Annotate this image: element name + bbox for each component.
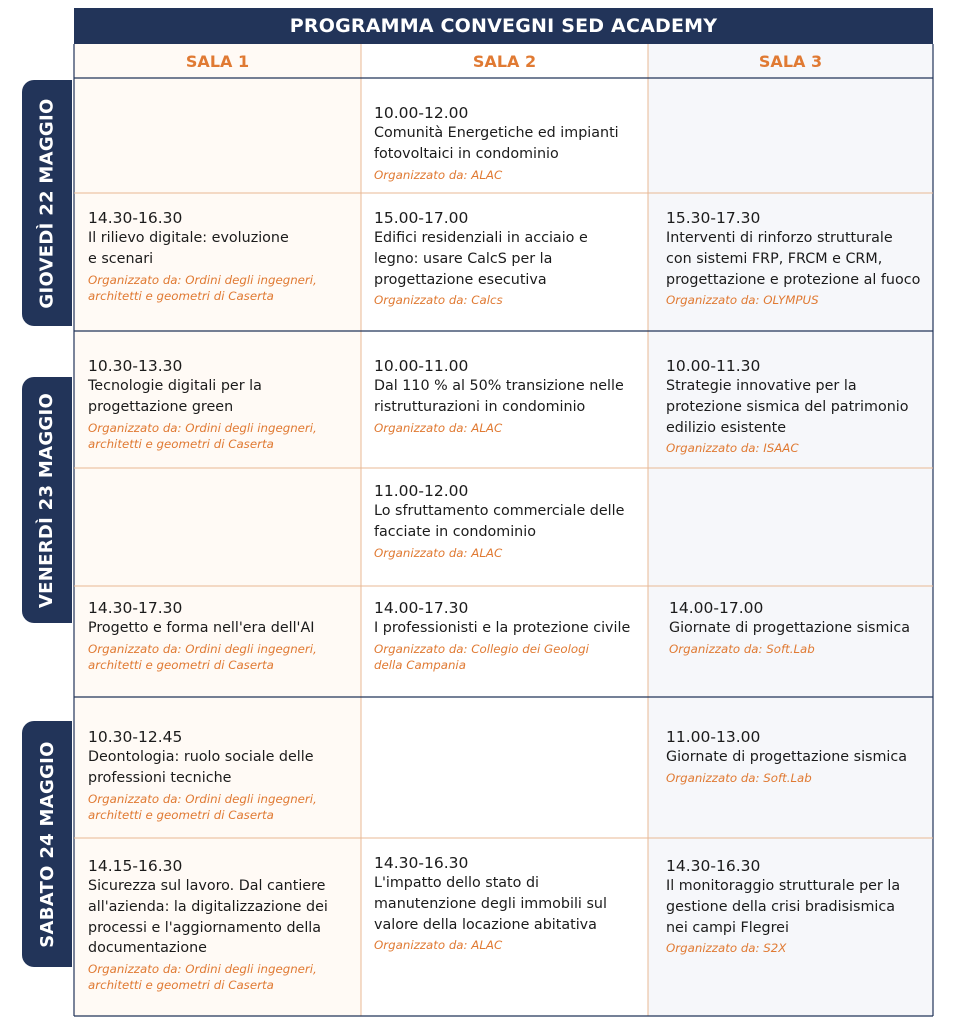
session-organizer: Organizzato da: OLYMPUS (666, 293, 819, 308)
session-organizer: Organizzato da: ALAC (374, 545, 503, 560)
session-time: 14.30-16.30 (374, 854, 469, 872)
session-time: 10.00-11.30 (666, 357, 761, 375)
session-card (374, 356, 624, 436)
session-organizer: Organizzato da: Ordini degli ingegneri, architetti e geometri di Caserta (88, 272, 317, 303)
session-organizer: Organizzato da: Calcs (374, 293, 503, 308)
session-organizer: Organizzato da: ISAAC (666, 441, 799, 456)
session-time: 14.30-17.30 (88, 599, 183, 617)
session-topic: Giornate di progettazione sismica (669, 620, 911, 636)
session-card (666, 856, 900, 956)
session-organizer: Organizzato da: Ordini degli ingegneri, architetti e geometri di Caserta (88, 962, 317, 993)
session-card (666, 208, 920, 308)
session-card (666, 727, 907, 786)
session-card (374, 481, 624, 561)
session-card (374, 208, 588, 308)
session-time: 14.15-16.30 (88, 857, 183, 875)
session-card (374, 103, 619, 183)
session-time: 14.00-17.00 (669, 599, 764, 617)
session-time: 10.00-11.00 (374, 357, 469, 375)
session-topic: Sicurezza sul lavoro. Dal cantiere all'azienda: la digitalizzazione dei processi e l'aggiornamento della documentazione (88, 878, 328, 957)
session-card (374, 853, 607, 953)
session-topic: Deontologia: ruolo sociale delle professioni tecniche (88, 749, 314, 786)
session-card (88, 208, 317, 304)
session-topic: Progetto e forma nell'era dell'AI (88, 620, 315, 636)
session-topic: I professionisti e la protezione civile (374, 620, 631, 636)
session-organizer: Organizzato da: Ordini degli ingegneri, architetti e geometri di Caserta (88, 420, 317, 451)
column-header-sala-1: SALA 1 (185, 51, 250, 71)
session-organizer: Organizzato da: Soft.Lab (666, 770, 812, 785)
session-card (88, 598, 317, 673)
session-time: 15.30-17.30 (666, 209, 761, 227)
day-label: GIOVEDÌ 22 MAGGIO (36, 97, 58, 309)
session-card (669, 598, 910, 657)
day-tab-venerdi (22, 377, 72, 623)
session-topic: Il monitoraggio strutturale per la gestione della crisi bradisismica nei campi Flegrei (666, 878, 901, 936)
session-time: 10.30-12.45 (88, 728, 183, 746)
session-time: 14.00-17.30 (374, 599, 469, 617)
session-card (374, 598, 630, 673)
session-topic: Il rilievo digitale: evoluzione e scenari (88, 230, 289, 267)
day-tab-sabato (22, 721, 72, 967)
session-topic: Comunità Energetiche ed impianti fotovoltaici in condominio (374, 125, 619, 162)
session-topic: Giornate di progettazione sismica (666, 749, 908, 765)
session-time: 11.00-13.00 (666, 728, 761, 746)
day-label: SABATO 24 MAGGIO (36, 740, 58, 948)
column-header-sala-2: SALA 2 (472, 51, 537, 71)
session-organizer: Organizzato da: S2X (666, 941, 787, 956)
session-card (88, 356, 317, 452)
session-organizer: Organizzato da: Collegio dei Geologi della Campania (374, 641, 589, 672)
session-topic: Interventi di rinforzo strutturale con sistemi FRP, FRCM e CRM, progettazione e protezione al fuoco (666, 230, 921, 288)
session-topic: L'impatto dello stato di manutenzione degli immobili sul valore della locazione abitativa (374, 875, 607, 933)
session-organizer: Organizzato da: ALAC (374, 420, 503, 435)
session-card (88, 856, 328, 993)
session-topic: Tecnologie digitali per la progettazione green (88, 378, 262, 415)
session-time: 14.30-16.30 (88, 209, 183, 227)
session-organizer: Organizzato da: ALAC (374, 167, 503, 182)
session-topic: Strategie innovative per la protezione sismica del patrimonio edilizio esistente (666, 378, 909, 436)
session-organizer: Organizzato da: Soft.Lab (669, 641, 815, 656)
day-label: VENERDÌ 23 MAGGIO (36, 392, 58, 608)
session-card (666, 356, 908, 456)
session-topic: Lo sfruttamento commerciale delle facciate in condominio (374, 503, 625, 540)
day-tab-giovedi (22, 80, 72, 326)
session-time: 11.00-12.00 (374, 482, 469, 500)
session-organizer: Organizzato da: ALAC (374, 938, 503, 953)
session-topic: Dal 110 % al 50% transizione nelle ristrutturazioni in condominio (374, 378, 624, 415)
page-title: PROGRAMMA CONVEGNI SED ACADEMY (74, 8, 933, 44)
session-organizer: Organizzato da: Ordini degli ingegneri, architetti e geometri di Caserta (88, 791, 317, 822)
session-card (88, 727, 317, 823)
session-time: 10.00-12.00 (374, 104, 469, 122)
session-time: 15.00-17.00 (374, 209, 469, 227)
session-organizer: Organizzato da: Ordini degli ingegneri, architetti e geometri di Caserta (88, 641, 317, 672)
column-header-sala-3: SALA 3 (758, 51, 823, 71)
session-time: 10.30-13.30 (88, 357, 183, 375)
session-time: 14.30-16.30 (666, 857, 761, 875)
session-topic: Edifici residenziali in acciaio e legno: usare CalcS per la progettazione esecutiva (374, 230, 588, 288)
